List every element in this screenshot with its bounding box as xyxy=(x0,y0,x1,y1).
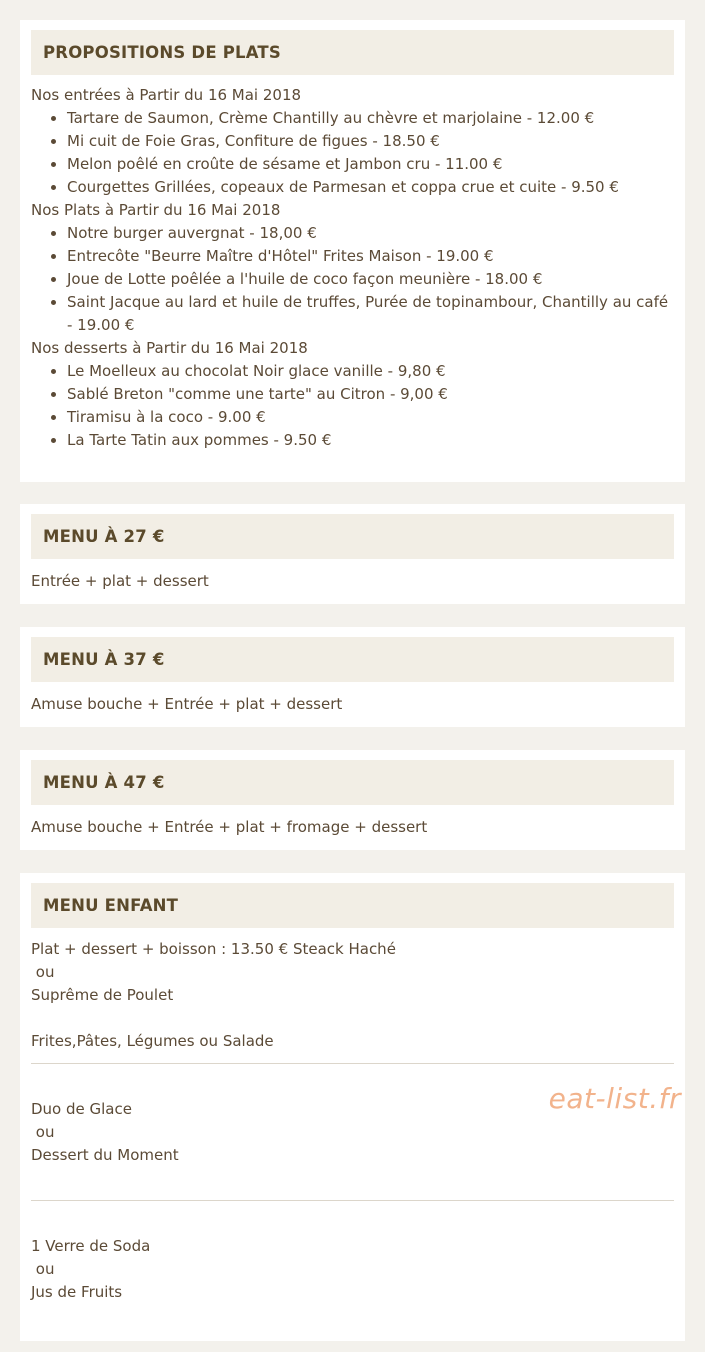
enfant-line: ou xyxy=(31,963,55,981)
enfant-block-plat xyxy=(31,938,674,1053)
menu-27-text: Entrée + plat + dessert xyxy=(31,572,209,590)
propositions-content xyxy=(31,84,674,452)
enfant-line: Jus de Fruits xyxy=(31,1283,123,1301)
menu-27-title: MENU À 27 € xyxy=(31,514,674,559)
list-item: • Sablé Breton "comme une tarte" au Citron - 9,00 € xyxy=(67,383,674,406)
enfant-line: 1 Verre de Soda xyxy=(31,1237,151,1255)
list-item: • Joue de Lotte poêlée a l'huile de coco façon meunière - 18.00 € xyxy=(67,268,674,291)
divider xyxy=(31,1063,674,1064)
enfant-line: ou xyxy=(31,1260,55,1278)
menu-47-text: Amuse bouche + Entrée + plat + fromage + dessert xyxy=(31,818,428,836)
plats-list xyxy=(31,222,674,337)
menu-47-title: MENU À 47 € xyxy=(31,760,674,805)
list-item: • Melon poêlé en croûte de sésame et Jambon cru - 11.00 € xyxy=(67,153,674,176)
list-item: • Le Moelleux au chocolat Noir glace vanille - 9,80 € xyxy=(67,360,674,383)
enfant-line xyxy=(31,1007,674,1030)
list-item: • Notre burger auvergnat - 18,00 € xyxy=(67,222,674,245)
enfant-line: Suprême de Poulet xyxy=(31,986,174,1004)
entrees-heading: Nos entrées à Partir du 16 Mai 2018 xyxy=(31,86,302,104)
menu-enfant-title: MENU ENFANT xyxy=(31,883,674,928)
enfant-block-boisson xyxy=(31,1235,674,1304)
menu-47-card xyxy=(20,750,685,850)
propositions-title: PROPOSITIONS DE PLATS xyxy=(31,30,674,75)
watermark-logo: eat-list.fr xyxy=(548,1082,681,1115)
menu-37-title: MENU À 37 € xyxy=(31,637,674,682)
menu-37-card xyxy=(20,627,685,727)
menu-27-card xyxy=(20,504,685,604)
list-item: • Tiramisu à la coco - 9.00 € xyxy=(67,406,674,429)
list-item: • Entrecôte "Beurre Maître d'Hôtel" Frites Maison - 19.00 € xyxy=(67,245,674,268)
menu-37-text: Amuse bouche + Entrée + plat + dessert xyxy=(31,695,343,713)
plats-heading: Nos Plats à Partir du 16 Mai 2018 xyxy=(31,201,281,219)
list-item: • La Tarte Tatin aux pommes - 9.50 € xyxy=(67,429,674,452)
enfant-line: Frites,Pâtes, Légumes ou Salade xyxy=(31,1032,274,1050)
enfant-line: ou xyxy=(31,1123,55,1141)
entrees-list xyxy=(31,107,674,199)
list-item: • Saint Jacque au lard et huile de truffes, Purée de topinambour, Chantilly au café - 19.00 € xyxy=(67,291,674,337)
enfant-line: Plat + dessert + boisson : 13.50 € Steack Haché xyxy=(31,940,396,958)
propositions-card xyxy=(20,20,685,482)
list-item: • Mi cuit de Foie Gras, Confiture de figues - 18.50 € xyxy=(67,130,674,153)
list-item: • Tartare de Saumon, Crème Chantilly au chèvre et marjolaine - 12.00 € xyxy=(67,107,674,130)
list-item: • Courgettes Grillées, copeaux de Parmesan et coppa crue et cuite - 9.50 € xyxy=(67,176,674,199)
enfant-line: Duo de Glace xyxy=(31,1100,132,1118)
divider xyxy=(31,1200,674,1201)
desserts-list xyxy=(31,360,674,452)
enfant-line: Dessert du Moment xyxy=(31,1146,179,1164)
desserts-heading: Nos desserts à Partir du 16 Mai 2018 xyxy=(31,339,308,357)
